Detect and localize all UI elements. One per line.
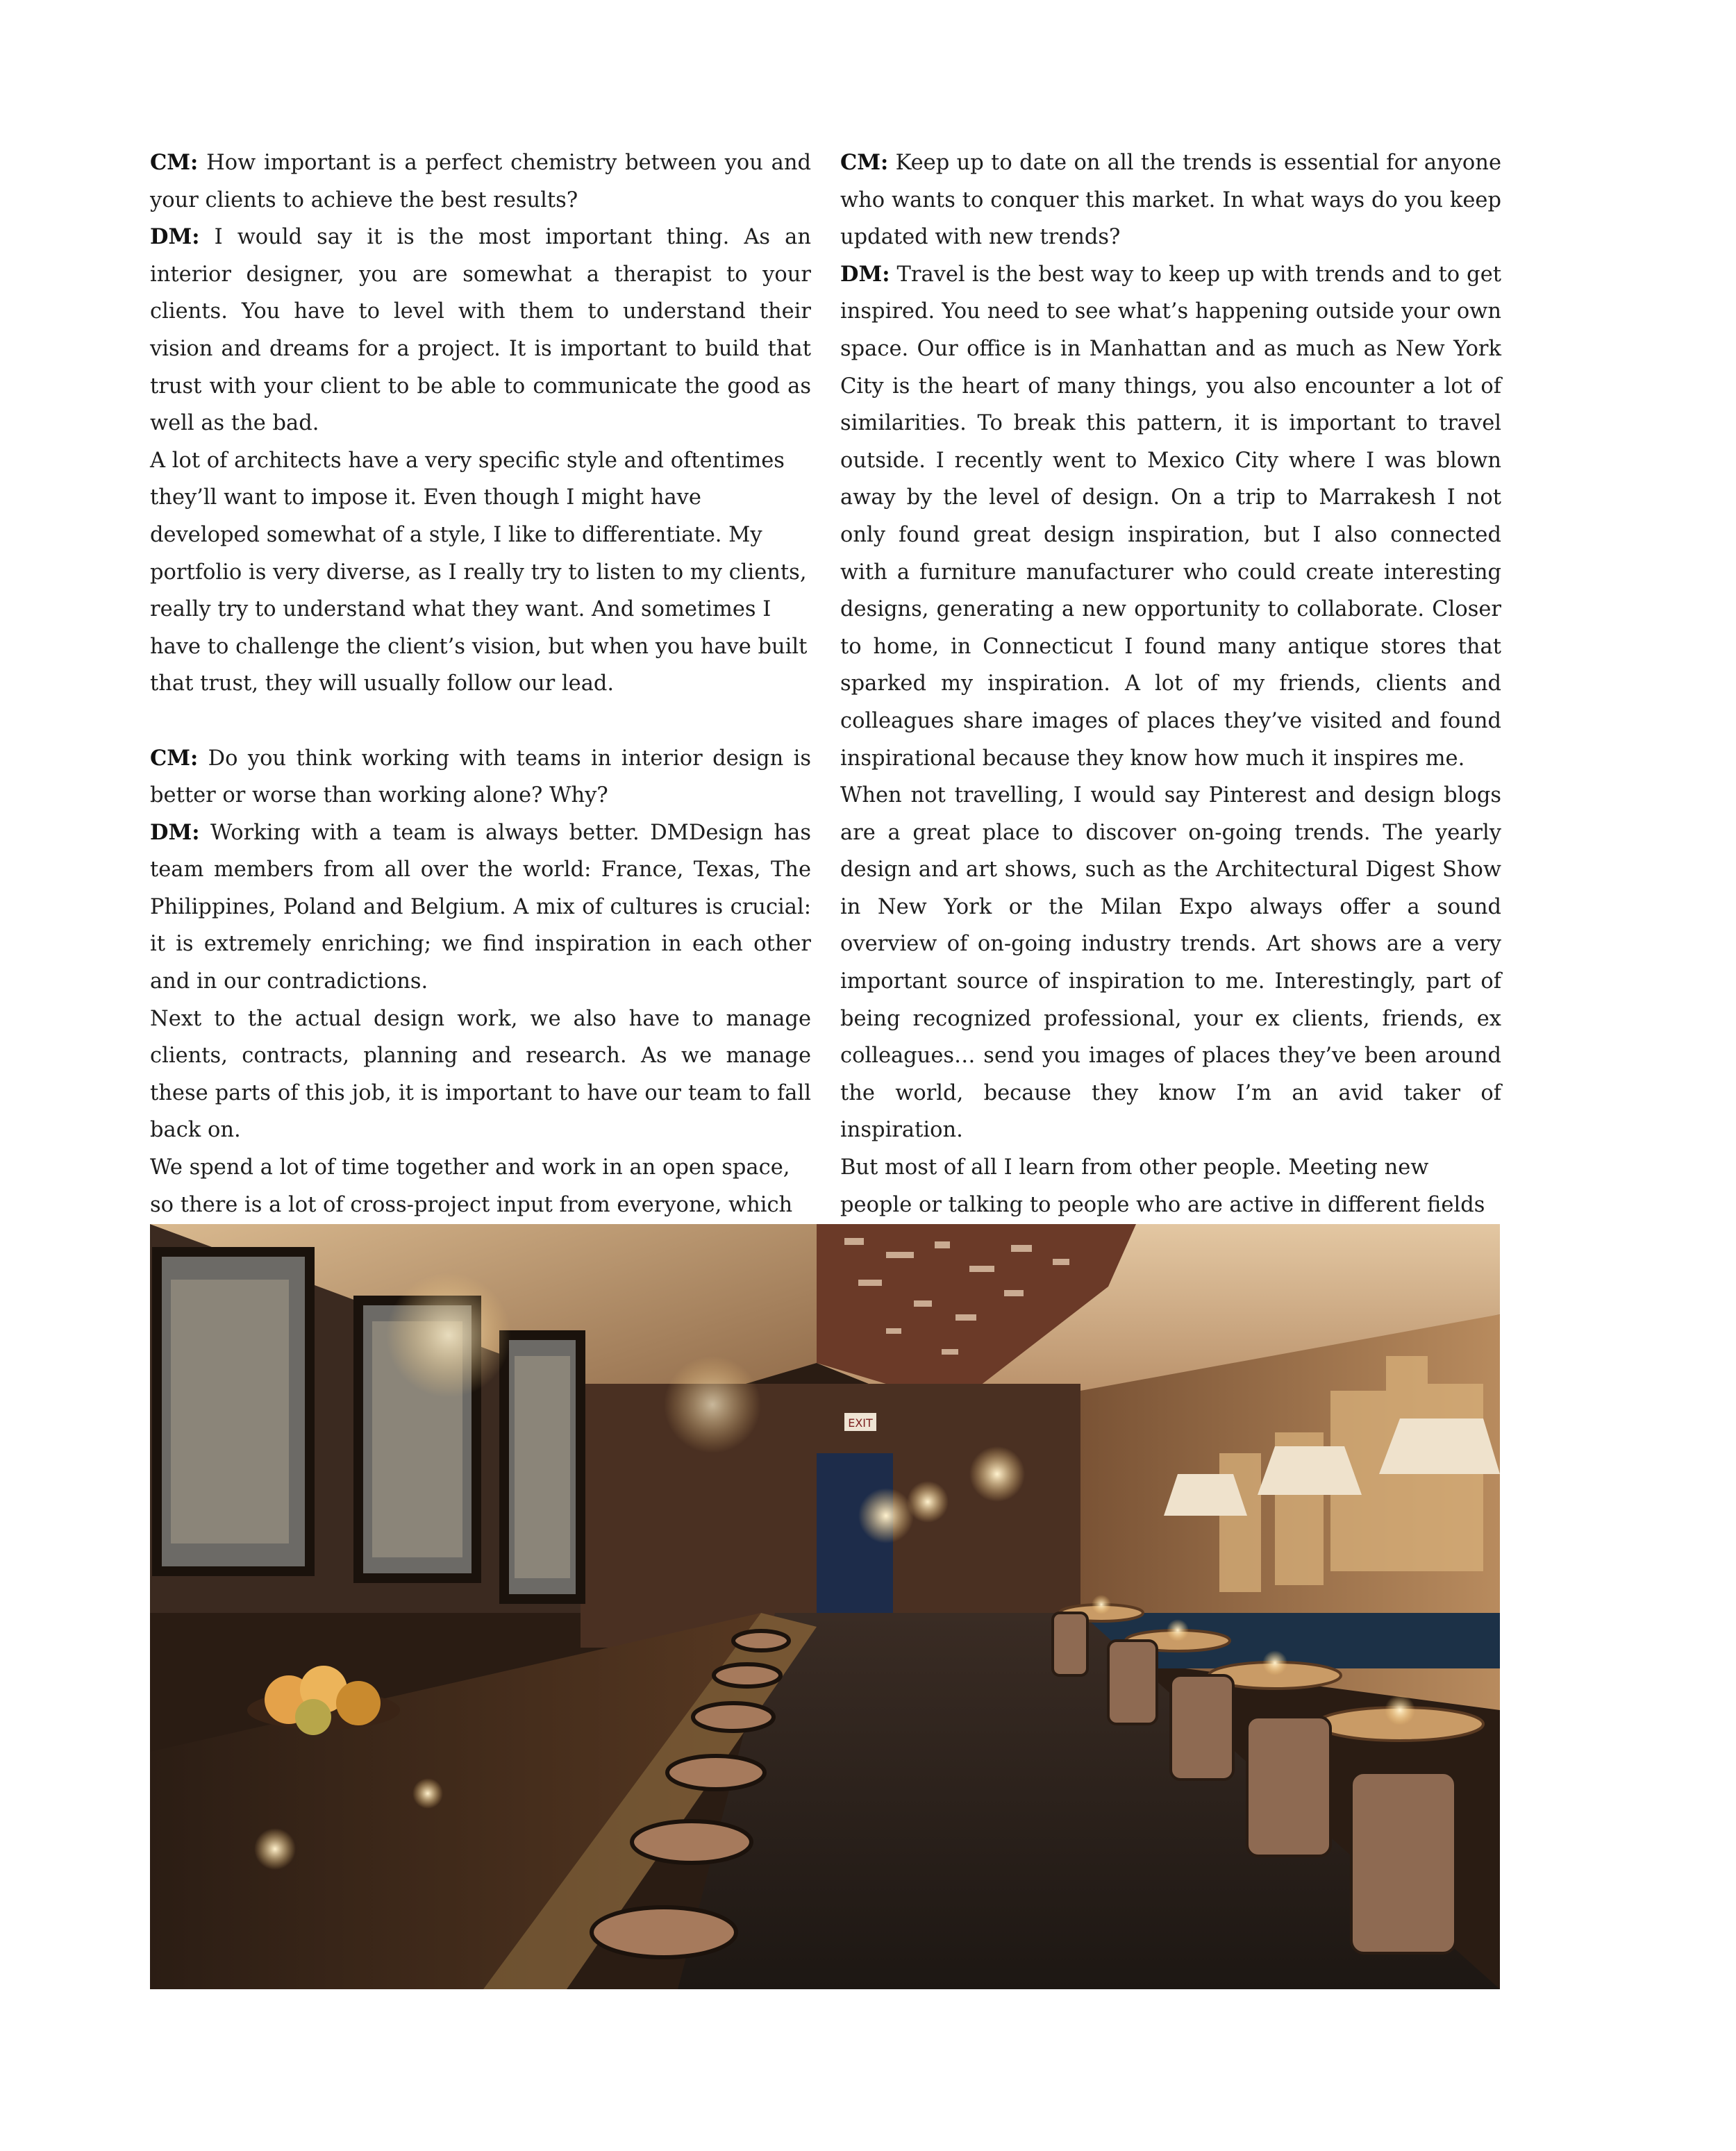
question-2 xyxy=(150,740,811,814)
question-1 xyxy=(150,144,811,219)
answer-2-paragraph-3: We spend a lot of time together and work in an open space, so there is a lot of cross-project input from everyone, which xyxy=(150,1155,793,1217)
exit-sign: EXIT xyxy=(848,1416,873,1430)
right-text-column xyxy=(840,144,1501,1298)
question-text: Do you think working with teams in interior design is better or worse than working alone? Why? xyxy=(150,746,811,808)
question-text: Keep up to date on all the trends is essential for anyone who wants to conquer this market. In what ways do you keep updated with new trends? xyxy=(840,151,1501,250)
answer-text: I would say it is the most important thing. As an interior designer, you are somewhat a therapist to your clients. You have to level with them to understand their vision and dreams for a project. It is important to build that trust with your client to be able to communicate the good as well as the bad. xyxy=(150,225,811,436)
answer-3-paragraph-2: When not travelling, I would say Pinterest and design blogs are a great place to discover on-going trends. The yearly design and art shows, such as the Architectural Digest Show in New York or the Milan Expo always offer a sound overview of on-going industry trends. Art shows are a very important source of inspiration to me. Interestingly, part of being recognized professional, your ex clients, friends, ex colleagues… send you images of places they’ve been around the world, because they know I’m an avid taker of inspiration. xyxy=(840,783,1501,1143)
answer-3-paragraph-3: But most of all I learn from other people. Meeting new people or talking to people who are active in different fields xyxy=(840,1155,1485,1217)
answer-2 xyxy=(150,814,811,1001)
left-text-column xyxy=(150,144,811,1261)
answer-1-paragraph-2: A lot of architects have a very specific style and oftentimes they’ll want to impose it. Even though I might have developed somewhat of a style, I like to differentiate. My portfolio is very diverse, as I really try to listen to my clients, really try to understand what they want. And sometimes I have to challenge the client’s vision, but when you have built that trust, they will usually follow our lead. xyxy=(150,448,808,696)
answer-3 xyxy=(840,256,1501,777)
answer-1 xyxy=(150,219,811,442)
speaker-label: DM: xyxy=(150,224,200,250)
speaker-label: CM: xyxy=(150,150,199,175)
speaker-label: CM: xyxy=(150,745,199,771)
restaurant-bar-photo xyxy=(150,1224,1500,1989)
answer-2-paragraph-2: Next to the actual design work, we also have to manage clients, contracts, planning and research. As we manage these parts of this job, it is important to have our team to fall back on. xyxy=(150,1006,811,1143)
question-text: How important is a perfect chemistry between you and your clients to achieve the best results? xyxy=(150,151,811,212)
answer-text: Working with a team is always better. DMDesign has team members from all over the world: France, Texas, The Philippines, Poland and Belgium. A mix of cultures is crucial: it is extremely enriching; we find inspiration in each other and in our contradictions. xyxy=(150,820,811,994)
speaker-label: DM: xyxy=(150,819,200,845)
speaker-label: CM: xyxy=(840,150,889,175)
speaker-label: DM: xyxy=(840,261,890,287)
paragraph-gap xyxy=(150,703,811,740)
question-3 xyxy=(840,144,1501,256)
bar-interior-illustration xyxy=(150,1224,1500,1989)
answer-text: Travel is the best way to keep up with trends and to get inspired. You need to see what’s happening outside your own space. Our office is in Manhattan and as much as New York City is the heart of many things, you also encounter a lot of similarities. To break this pattern, it is important to travel outside. I recently went to Mexico City where I was blown away by the level of design. On a trip to Marrakesh I not only found great design inspiration, but I also connected with a furniture manufacturer who could create interesting designs, generating a new opportunity to collaborate. Closer to home, in Connecticut I found many antique stores that sparked my inspiration. A lot of my friends, clients and colleagues share images of places they’ve visited and found inspirational because they know how much it inspires me. xyxy=(840,262,1501,771)
